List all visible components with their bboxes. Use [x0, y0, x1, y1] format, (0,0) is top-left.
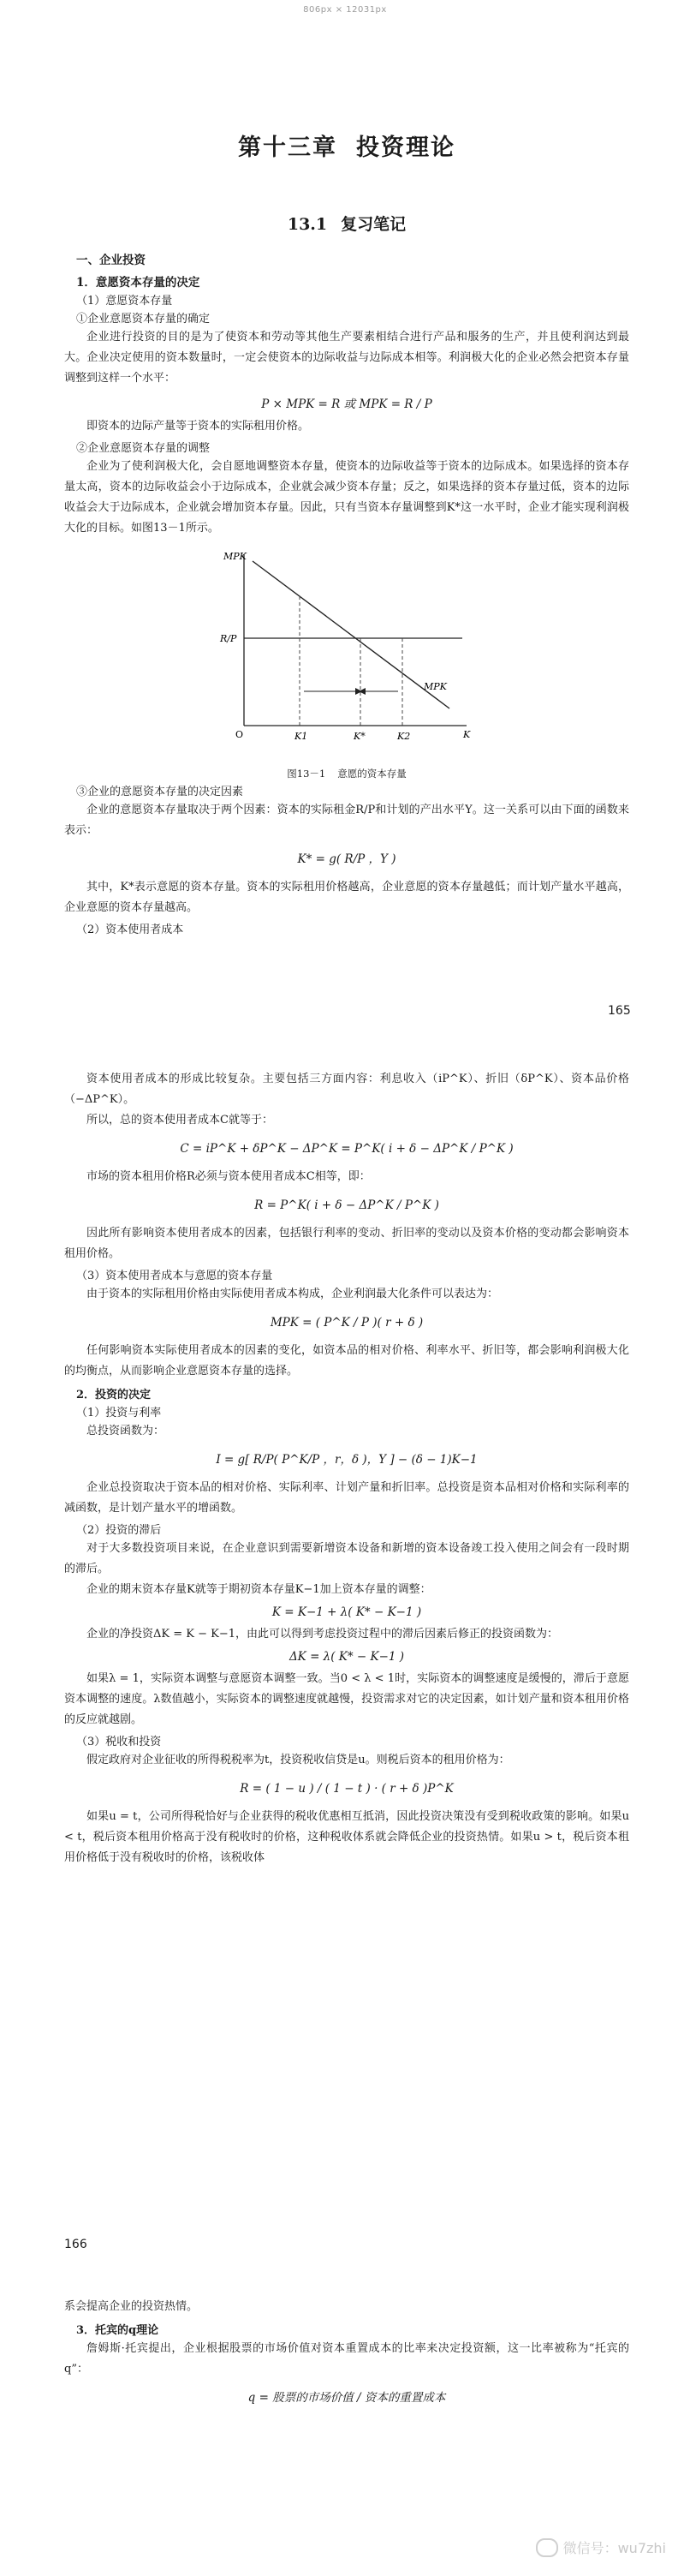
paragraph: 企业的意愿资本存量取决于两个因素：资本的实际租金R/P和计划的产出水平Y。这一关系可以由下面的函数来表示： [64, 804, 629, 837]
equation: q = 股票的市场价值 / 资本的重置成本 [247, 2391, 446, 2405]
paragraph: 即资本的边际产量等于资本的实际租用价格。 [86, 420, 310, 433]
k1-label: K1 [294, 731, 308, 742]
desired-capital-diagram [218, 546, 475, 747]
page-166 [0, 1062, 690, 2262]
rp-label: R/P [220, 633, 237, 644]
mpk-curve [253, 561, 449, 708]
equation: C = iP^K + δP^K − ΔP^K = P^K( i + δ − ΔP^K / P^K ) [180, 1142, 514, 1156]
origin-label: O [235, 729, 244, 740]
wechat-icon [536, 2538, 558, 2557]
equation: R = P^K( i + δ − ΔP^K / P^K ) [254, 1198, 439, 1212]
paragraph: 企业的期末资本存量K就等于期初资本存量K−1加上资本存量的调整： [86, 1583, 431, 1596]
paragraph: 资本使用者成本的形成比较复杂。主要包括三方面内容：利息收入（iP^K）、折旧（δP^K）、资本品价格（−ΔP^K）。 [64, 1073, 629, 1106]
paragraph: 总投资函数为： [86, 1425, 165, 1437]
paragraph: 企业的净投资ΔK = K − K−1，由此可以得到考虑投资过程中的滞后因素后修正的投资函数为： [86, 1628, 559, 1641]
arrow-left-head [359, 688, 366, 695]
equation: K* = g( R/P ，Y ) [297, 852, 396, 866]
paragraph: 任何影响资本实际使用者成本的因素的变化，如资本品的相对价格、利率水平、折旧等，都会影响利润极大化的均衡点，从而影响企业意愿资本存量的选择。 [64, 1344, 629, 1378]
section-title: 13.1 复习笔记 [287, 215, 407, 234]
equation: ΔK = λ( K* − K−1 ) [288, 1650, 405, 1664]
paragraph: 对于大多数投资项目来说，在企业意识到需要新增资本设备和新增的资本设备竣工投入使用之间会有一段时期的滞后。 [64, 1542, 629, 1575]
kstar-label: K* [354, 731, 366, 742]
subheading: ③企业的意愿资本存量的决定因素 [76, 786, 244, 798]
paragraph: 假定政府对企业征收的所得税税率为t，投资税收信贷是u。则税后资本的租用价格为： [86, 1754, 510, 1766]
subheading: （2）资本使用者成本 [76, 923, 184, 936]
page-number: 166 [64, 2238, 87, 2251]
paragraph: 詹姆斯·托宾提出，企业根据股票的市场价值对资本重置成本的比率来决定投资额，这一比率被称为“托宾的q”： [64, 2342, 629, 2376]
paragraph: 其中，K*表示意愿的资本存量。资本的实际租用价格越高，企业意愿的资本存量越低；而计划产量水平越高，企业意愿的资本存量越高。 [64, 881, 629, 914]
paragraph: 如果u = t，公司所得税恰好与企业获得的税收优惠相互抵消，因此投资决策没有受到税收政策的影响。如果u < t，税后资本租用价格高于没有税收时的价格，这种税收体系就会降低企业的投资热情。如果u > t，税后资本租用价格低于没有税收时的价格，该税收体 [64, 1810, 629, 1864]
heading-investment-decision: 2．投资的决定 [76, 1389, 152, 1402]
paragraph: 如果λ = 1，实际资本调整与意愿资本调整一致。当0 < λ < 1时，实际资本的调整速度是缓慢的，滞后于意愿资本调整的速度。λ数值越小，实际资本的调整速度就越慢，投资需求对它的决定因素，如计划产量和资本租用价格的反应就越剧。 [64, 1672, 629, 1726]
paragraph: 企业进行投资的目的是为了使资本和劳动等其他生产要素相结合进行产品和服务的生产，并且使利润达到最大。企业决定使用的资本数量时，一定会使资本的边际收益与边际成本相等。利润极大化的企业必然会把资本存量调整到这样一个水平： [64, 331, 629, 385]
wechat-watermark [536, 2537, 666, 2557]
equation: MPK = ( P^K / P )( r + δ ) [270, 1316, 424, 1330]
page-167-partial [0, 2292, 690, 2576]
figure-caption: 图13－1 意愿的资本存量 [287, 768, 407, 780]
paragraph: 市场的资本租用价格R必须与资本使用者成本C相等，即： [86, 1170, 371, 1183]
figure-13-1 [64, 546, 629, 760]
subheading: （1）投资与利率 [76, 1407, 162, 1419]
x-axis-label: K [463, 729, 471, 740]
subheading: ①企业意愿资本存量的确定 [76, 313, 211, 326]
watermark-text: 微信号：wu7zhi [562, 2540, 666, 2556]
paragraph: 由于资本的实际租用价格由实际使用者成本构成，企业利润最大化条件可以表达为： [86, 1288, 499, 1300]
mpk-label: MPK [424, 681, 447, 692]
equation: R = ( 1 − u ) / ( 1 − t ) · ( r + δ )P^K [240, 1782, 454, 1796]
paragraph: 企业总投资取决于资本品的相对价格、实际利率、计划产量和折旧率。总投资是资本品相对价格和实际利率的减函数，是计划产量水平的增函数。 [64, 1481, 629, 1515]
page-number: 165 [608, 1004, 631, 1018]
equation: I = g[ R/P( P^K/P ，r，δ )，Y ] − (δ − 1)K−1 [216, 1453, 478, 1467]
paragraph: 企业为了使利润极大化，会自愿地调整资本存量，使资本的边际收益等于资本的边际成本。如果选择的资本存量太高，资本的边际收益会小于边际成本，企业就会减少资本存量；反之，如果选择的资本存量过低，资本的边际收益会大于边际成本，企业就会增加资本存量。因此，只有当资本存量调整到K*这一水平时，企业才能实现利润极大化的目标。如图13－1所示。 [64, 460, 629, 535]
image-size-indicator: 806px × 12031px [303, 4, 387, 15]
heading-tobin-q: 3．托宾的q理论 [76, 2324, 159, 2337]
y-axis-label: MPK [223, 551, 247, 562]
equation: P × MPK = R 或 MPK = R / P [261, 397, 432, 411]
subheading: （3）资本使用者成本与意愿的资本存量 [76, 1270, 273, 1282]
page-165 [0, 19, 690, 1030]
subheading: （2）投资的滞后 [76, 1524, 162, 1537]
k2-label: K2 [397, 731, 411, 742]
heading-enterprise-investment: 一、企业投资 [76, 254, 146, 267]
paragraph: 所以，总的资本使用者成本C就等于： [86, 1114, 273, 1127]
heading-desired-capital: 1．意愿资本存量的决定 [76, 276, 200, 290]
subheading: （1）意愿资本存量 [76, 295, 173, 308]
paragraph: 因此所有影响资本使用者成本的因素，包括银行利率的变动、折旧率的变动以及资本价格的变动都会影响资本租用价格。 [64, 1227, 629, 1260]
paragraph: 系会提高企业的投资热情。 [64, 2300, 199, 2313]
chapter-title: 第十三章 投资理论 [238, 134, 455, 161]
subheading: ②企业意愿资本存量的调整 [76, 442, 211, 455]
subheading: （3）税收和投资 [76, 1736, 162, 1748]
equation: K = K−1 + λ( K* − K−1 ) [271, 1605, 422, 1619]
